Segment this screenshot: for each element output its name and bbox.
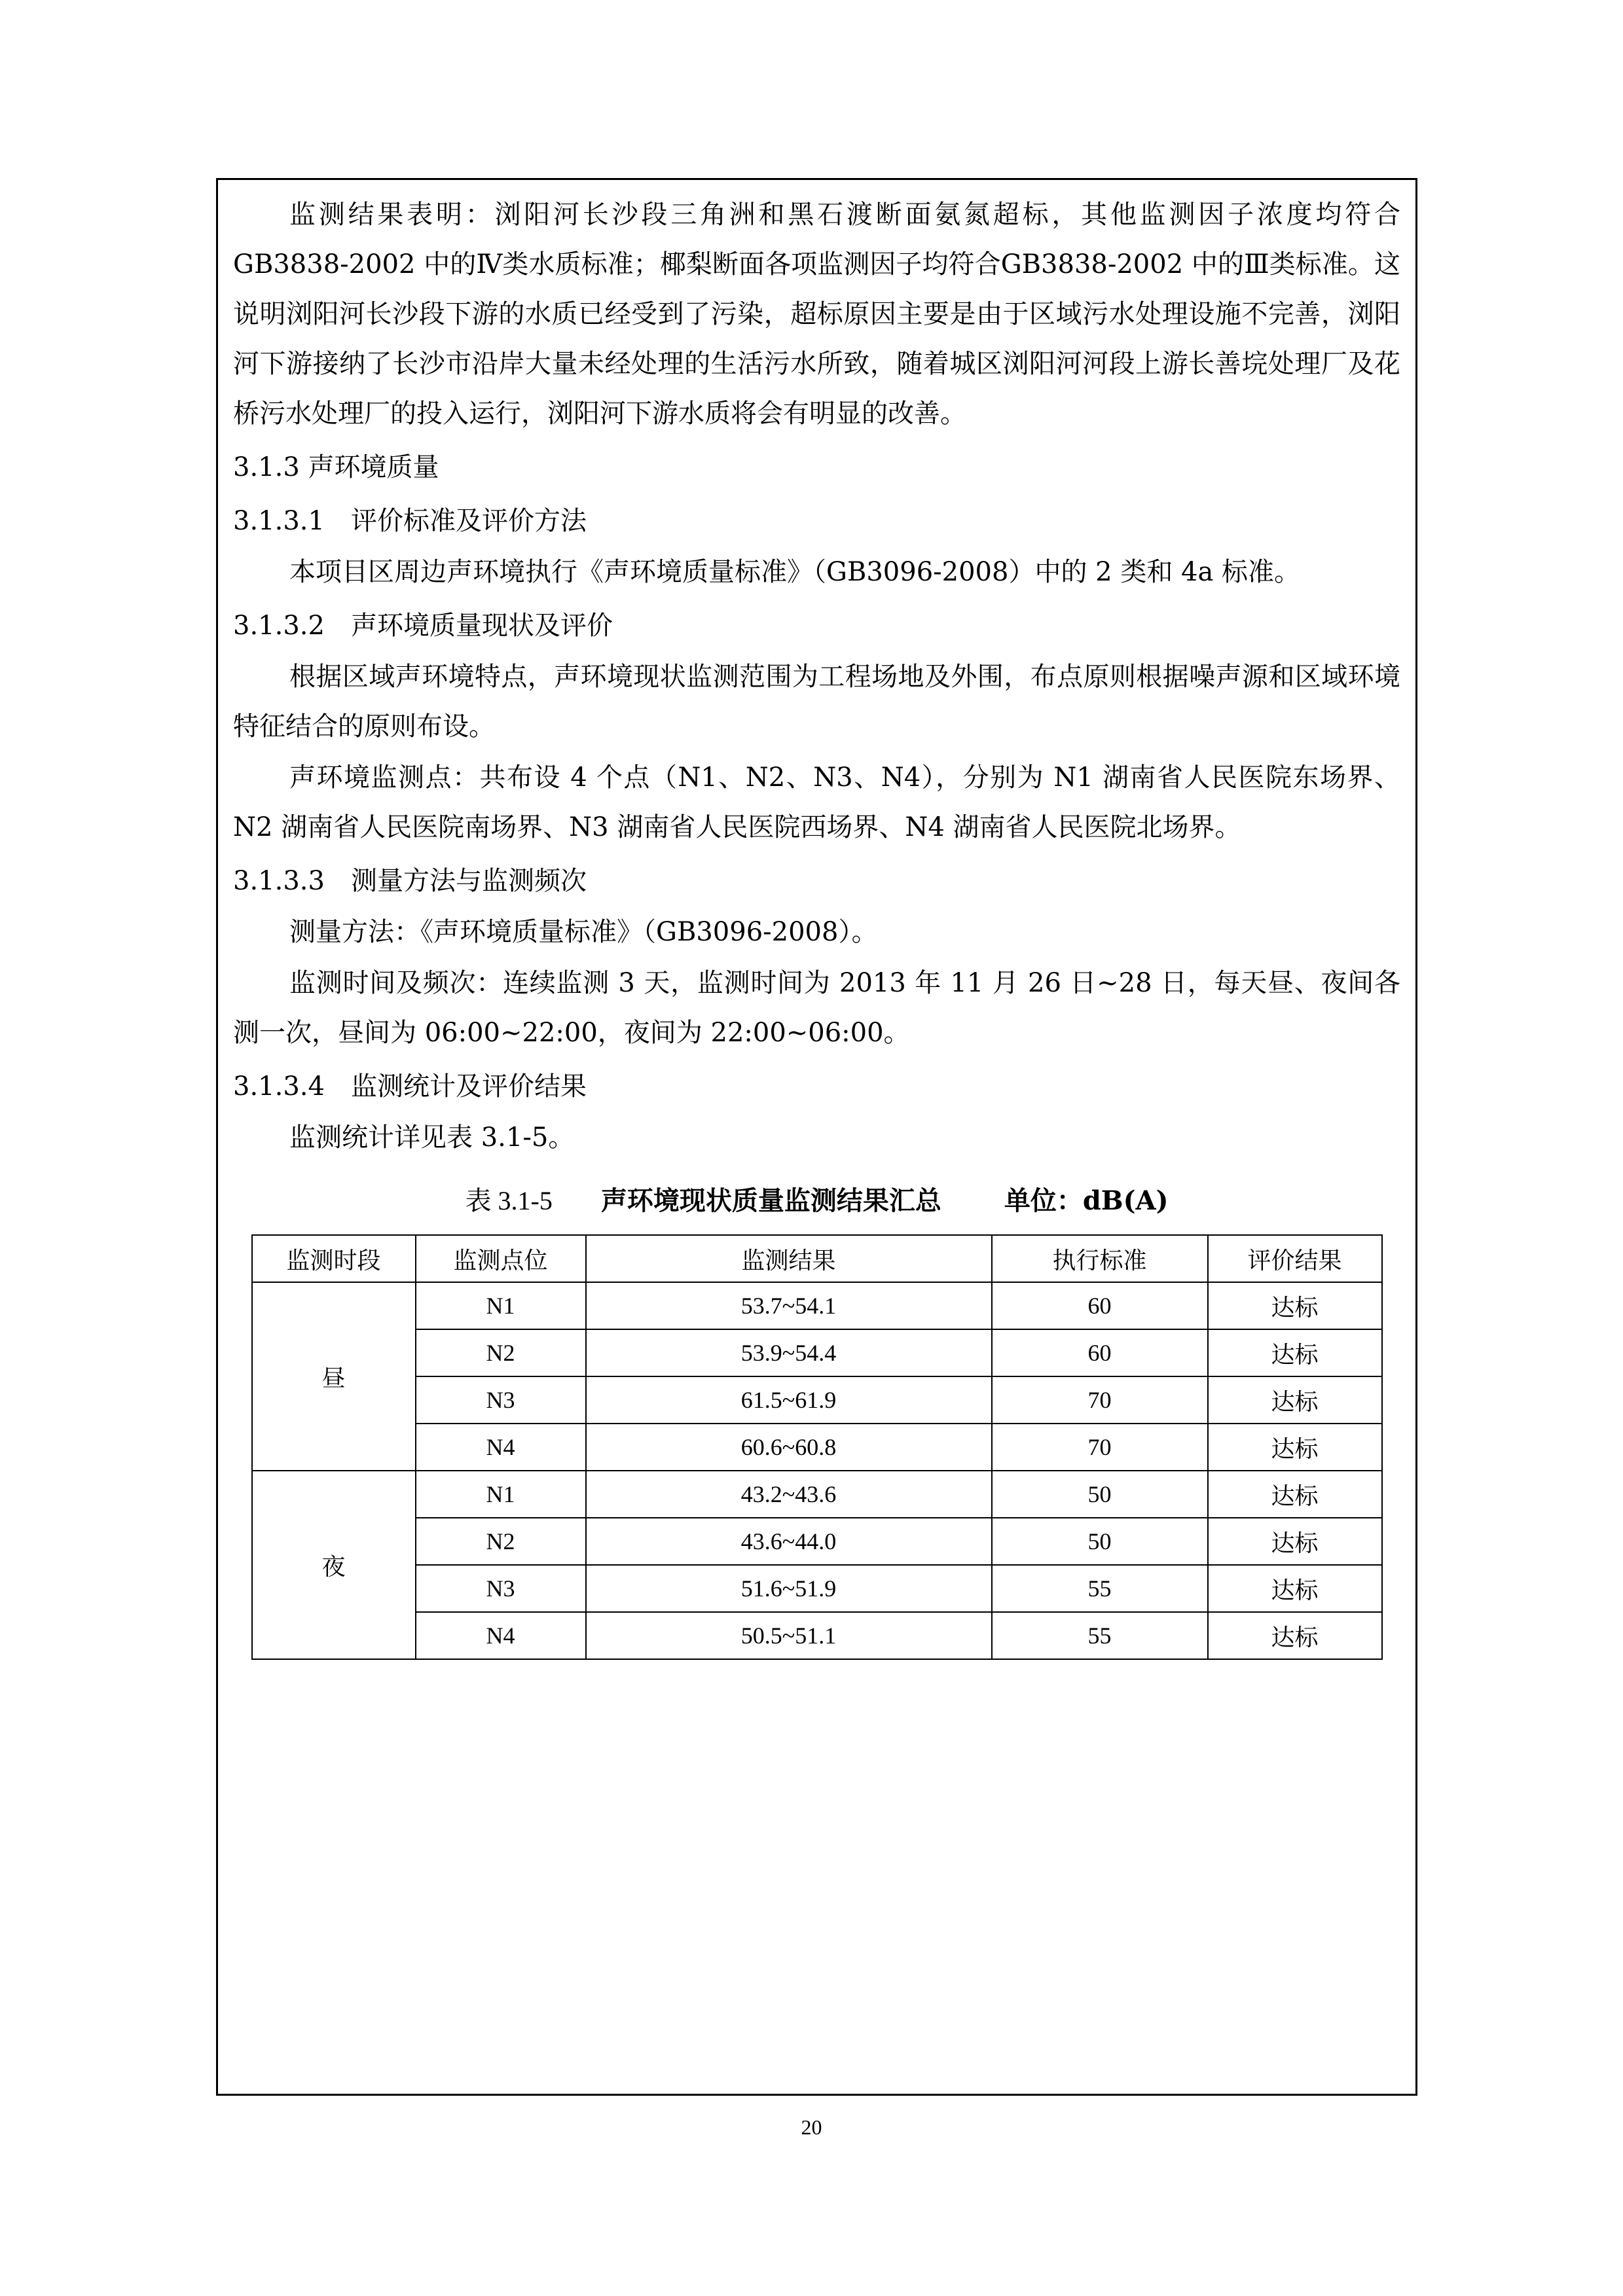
evaluation: 达标 [1208,1518,1382,1565]
evaluation: 达标 [1208,1424,1382,1471]
result: 51.6~51.9 [586,1565,992,1612]
period-night: 夜 [252,1471,416,1659]
table-unit: 单位：dB(A) [1004,1185,1169,1216]
evaluation: 达标 [1208,1612,1382,1659]
table-header-row [252,1235,1382,1282]
point: N4 [416,1424,586,1471]
paragraph-measure-method: 测量方法：《声环境质量标准》（GB3096-2008）。 [289,917,878,947]
result: 50.5~51.1 [586,1612,992,1659]
noise-monitoring-table [251,1234,1383,1660]
page-content [216,177,1417,1660]
heading-3-1-3-2: 3.1.3.2 声环境质量现状及评价 [233,611,613,641]
point: N2 [416,1329,586,1376]
header-point: 监测点位 [416,1235,586,1282]
paragraph-statistics-reference: 监测统计详见表 3.1-5。 [289,1122,575,1153]
table-row [252,1282,1382,1329]
point: N1 [416,1282,586,1329]
evaluation: 达标 [1208,1565,1382,1612]
standard: 60 [992,1282,1208,1329]
paragraph-standards-method: 本项目区周边声环境执行《声环境质量标准》（GB3096-2008）中的 2 类和 4a 标准。 [289,557,1301,587]
table-row [252,1565,1382,1612]
paragraph-monitoring-points: 声环境监测点：共布设 4 个点（N1、N2、N3、N4），分别为 N1 湖南省人民医院东场界、N2 湖南省人民医院南场界、N3 湖南省人民医院西场界、N4 湖南省人民医院北场界。 [233,762,1400,842]
table-caption [233,1179,1400,1223]
paragraph-monitoring-scope: 根据区域声环境特点，声环境现状监测范围为工程场地及外围，布点原则根据噪声源和区域环境特征结合的原则布设。 [233,662,1400,742]
standard: 55 [992,1565,1208,1612]
table-row [252,1612,1382,1659]
result: 53.9~54.4 [586,1329,992,1376]
point: N4 [416,1612,586,1659]
standard: 60 [992,1329,1208,1376]
table-row [252,1329,1382,1376]
table-row [252,1518,1382,1565]
period-day: 昼 [252,1282,416,1471]
point: N1 [416,1471,586,1518]
evaluation: 达标 [1208,1329,1382,1376]
result: 53.7~54.1 [586,1282,992,1329]
result: 61.5~61.9 [586,1376,992,1424]
standard: 70 [992,1376,1208,1424]
standard: 55 [992,1612,1208,1659]
paragraph-monitoring-time: 监测时间及频次：连续监测 3 天，监测时间为 2013 年 11 月 26 日~28 日，每天昼、夜间各测一次，昼间为 06:00~22:00，夜间为 22:00~06:00。 [233,968,1400,1048]
header-standard: 执行标准 [992,1235,1208,1282]
table-label: 表 3.1-5 [465,1186,553,1215]
point: N3 [416,1376,586,1424]
evaluation: 达标 [1208,1282,1382,1329]
heading-3-1-3-3: 3.1.3.3 测量方法与监测频次 [233,866,587,896]
page-number: 20 [801,2115,822,2139]
standard: 50 [992,1471,1208,1518]
header-result: 监测结果 [586,1235,992,1282]
evaluation: 达标 [1208,1376,1382,1424]
table-row [252,1376,1382,1424]
heading-3-1-3: 3.1.3 声环境质量 [233,452,439,482]
header-period: 监测时段 [252,1235,416,1282]
heading-3-1-3-4: 3.1.3.4 监测统计及评价结果 [233,1071,587,1102]
evaluation: 达标 [1208,1471,1382,1518]
standard: 50 [992,1518,1208,1565]
table-title: 声环境现状质量监测结果汇总 [600,1185,941,1216]
result: 43.6~44.0 [586,1518,992,1565]
table-row [252,1424,1382,1471]
point: N3 [416,1565,586,1612]
header-evaluation: 评价结果 [1208,1235,1382,1282]
paragraph-water-quality-conclusion: 监测结果表明：浏阳河长沙段三角洲和黑石渡断面氨氮超标，其他监测因子浓度均符合 GB3838-2002 中的Ⅳ类水质标准；椰梨断面各项监测因子均符合GB3838-2002 中的Ⅲ类标准。这说明浏阳河长沙段下游的水质已经受到了污染，超标原因主要是由于区域污水处理设施不完善，浏阳河下游接纳了长沙市沿岸大量未经处理的生活污水所致，随着城区浏阳河河段上游长善垸处理厂及花桥污水处理厂的投入运行，浏阳河下游水质将会有明显的改善。 [233,200,1400,429]
point: N2 [416,1518,586,1565]
standard: 70 [992,1424,1208,1471]
result: 43.2~43.6 [586,1471,992,1518]
table-row [252,1471,1382,1518]
result: 60.6~60.8 [586,1424,992,1471]
heading-3-1-3-1: 3.1.3.1 评价标准及评价方法 [233,506,587,536]
